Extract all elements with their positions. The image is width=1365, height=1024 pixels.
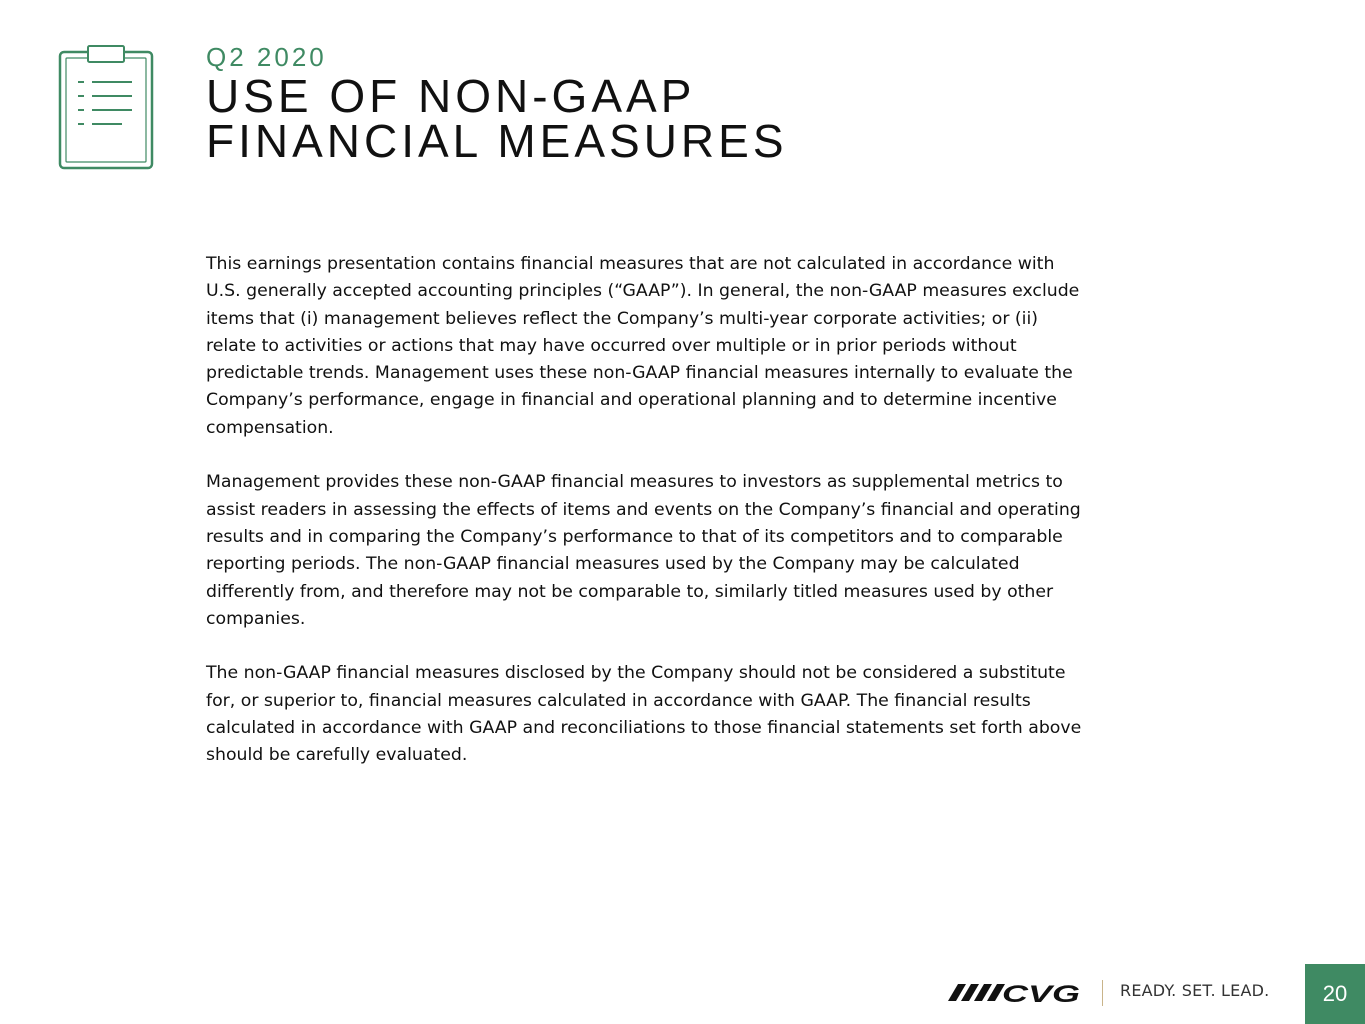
page-number: 20	[1305, 964, 1365, 1024]
logo-wordmark: CVG	[1002, 981, 1080, 1006]
body-text	[206, 251, 1086, 797]
slide-header	[206, 42, 788, 167]
cvg-logo-icon	[944, 980, 1084, 1006]
period-label: Q2 2020	[206, 42, 327, 72]
page-title-line-1: USE OF NON-GAAP	[206, 70, 696, 122]
paragraph-1: This earnings presentation contains financial measures that are not calculated in accordance with U.S. generally accepted accounting principles (“GAAP”). In general, the non-GAAP measures exclude items that (i) management believes reflect the Company’s multi-year corporate activities; or (ii) relate to activities or actions that may have occurred over multiple or in prior periods without predictable trends. Management uses these non-GAAP financial measures internally to evaluate the Company’s performance, engage in financial and operational planning and to determine incentive compensation.	[206, 254, 1080, 438]
page-title	[206, 70, 788, 167]
footer-tagline: READY. SET. LEAD.	[1120, 981, 1270, 1000]
paragraph-2: Management provides these non-GAAP financial measures to investors as supplemental metrics to assist readers in assessing the effects of items and events on the Company’s financial and operating results and in comparing the Company’s performance to that of its competitors and to comparable reporting periods. The non-GAAP financial measures used by the Company may be calculated differently from, and therefore may not be comparable to, similarly titled measures used by other companies.	[206, 472, 1081, 629]
clipboard-icon	[58, 44, 154, 170]
page-title-line-2: FINANCIAL MEASURES	[206, 115, 788, 167]
footer-divider	[1102, 980, 1103, 1006]
paragraph-3: The non-GAAP financial measures disclosed by the Company should not be considered a substitute for, or superior to, financial measures calculated in accordance with GAAP. The financial results calculated in accordance with GAAP and reconciliations to those financial statements set forth above should be carefully evaluated.	[206, 663, 1082, 766]
